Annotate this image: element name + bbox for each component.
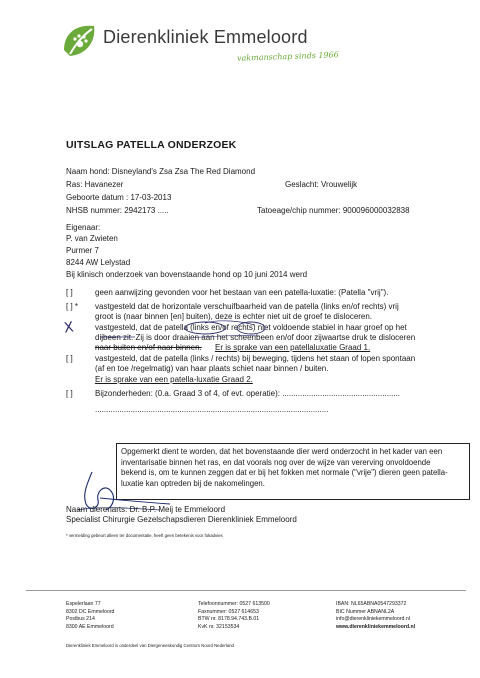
option2-checkbox: [ ] * [66,302,79,311]
footer-divider [26,590,466,591]
option4-line3: Er is sprake van een patella-luxatie Graad 2. [95,375,253,384]
dog-breed: Ras: Havanezer [66,180,124,189]
option2-line2: groot is (naar binnen [en] buiten), deze is echter niet uit de groef te disloceren. [95,312,373,321]
footnote: * vermelding gebeurt alleen ter documentatie, heeft geen betekenis voor fokadvies [66,533,223,538]
footer-bottom-line: Dierenkliniek Emmeloord is onderdeel van Diergeneeskundig Centrum Noord Nederland [66,643,234,648]
option3-line3b: Er is sprake van een patellaluxatie Graad 1. [215,343,371,352]
option3-line1: vastgesteld, dat de patella (links en/of rechts) niet voldoende stabiel in haar groef op het [95,323,407,332]
dog-name: Naam hond: Disneyland's Zsa Zsa The Red Diamond [66,167,256,176]
footer-contact: Telefoonnummer: 0527 613500 Faxnummer: 0527 614653 BTW nr. 8178.94.743.B.01 KvK nr. 32153534 [198,601,270,630]
clinic-tagline: vakmanschap sinds 1966 [236,50,339,63]
dog-dob: Geboorte datum : 17-03-2013 [66,193,172,202]
footer-bank: IBAN: NL65ABNA0547293372 BIC Nummer ABNANL2A info@dierenkliniekemmeloord.nl www.dierenkliniekemmeloord.nl [336,601,416,630]
email-link[interactable]: info@dierenkliniekemmeloord.nl [336,616,410,622]
option3-line3a: naar buiten en/of naar binnen. [95,343,202,352]
clinic-name: Dierenkliniek Emmeloord [103,27,308,47]
option4-checkbox: [ ] [66,354,73,363]
owner-city: 8244 AW Lelystad [66,258,131,267]
vet-name: Naam dierenarts: Dr. B.P. Meij te Emmeloord [66,505,226,514]
vet-title: Specialist Chirurgie Gezelschapsdieren Dierenkliniek Emmeloord [66,515,297,524]
paw-leaf-logo-icon [60,20,102,62]
option3-check-mark: X [62,319,75,337]
option1-checkbox: [ ] [66,288,73,297]
remark-line3: bekend is, om te kunnen zeggen dat er bij het fokken met normale ("vrije") dieren geen patella- [121,468,448,477]
page-title: UITSLAG PATELLA ONDERZOEK [66,139,237,151]
footer-address: Espelerlaan 77 8302 DC Emmeloord Postbus 214 8300 AE Emmeloord [66,601,115,630]
option5-dots: ......................................................................................................... [95,405,329,414]
owner-label: Eigenaar: [66,223,101,232]
remark-line4: luxatie kan optreden bij de nakomelingen. [121,478,265,488]
remark-line1: Opgemerkt dient te worden, dat het bovenstaande dier werd onderzocht in het kader van een [121,447,443,456]
exam-intro: Bij klinisch onderzoek van bovenstaande hond op 10 juni 2014 werd [66,270,308,279]
option4-line1: vastgesteld, dat de patella (links / rechts) bij beweging, tijdens het staan of lopen spontaan [95,354,416,363]
remark-line2: inventarisatie binnen het ras, en dat voorals nog over de wijze van vererving onvoldoende [121,457,431,467]
owner-name: P. van Zwieten [66,234,118,243]
website-link[interactable]: www.dierenkliniekemmeloord.nl [336,623,416,630]
option5-text: Bijzonderheden: (0.a. Graad 3 of 4, of evt. operatie): ..................................................... [95,389,401,398]
option2-line1: vastgesteld dat de horizontale verschuifbaarheid van de patella (links en/of rechts) vrij [95,302,399,311]
option3-line2: dijbeen zit. Zij is door draaien aan het scheenbeen en/of door zijwaartse druk te disloceren [95,333,416,342]
option5-checkbox: [ ] [66,389,73,398]
owner-street: Purmer 7 [66,246,99,255]
nhsb-number: NHSB nummer: 2942173 ..... [66,206,169,215]
option1-text: geen aanwijzing gevonden voor het bestaan van een patella-luxatie: (Patella "vrij"). [95,288,389,297]
handwritten-markings [90,315,350,355]
dog-sex: Geslacht: Vrouwelijk [285,180,358,189]
chip-number: Tatoeage/chip nummer: 900096000032838 [257,206,410,215]
option4-line2: (af en toe /regelmatig) van haar plaats schiet naar binnen / buiten. [95,364,329,373]
